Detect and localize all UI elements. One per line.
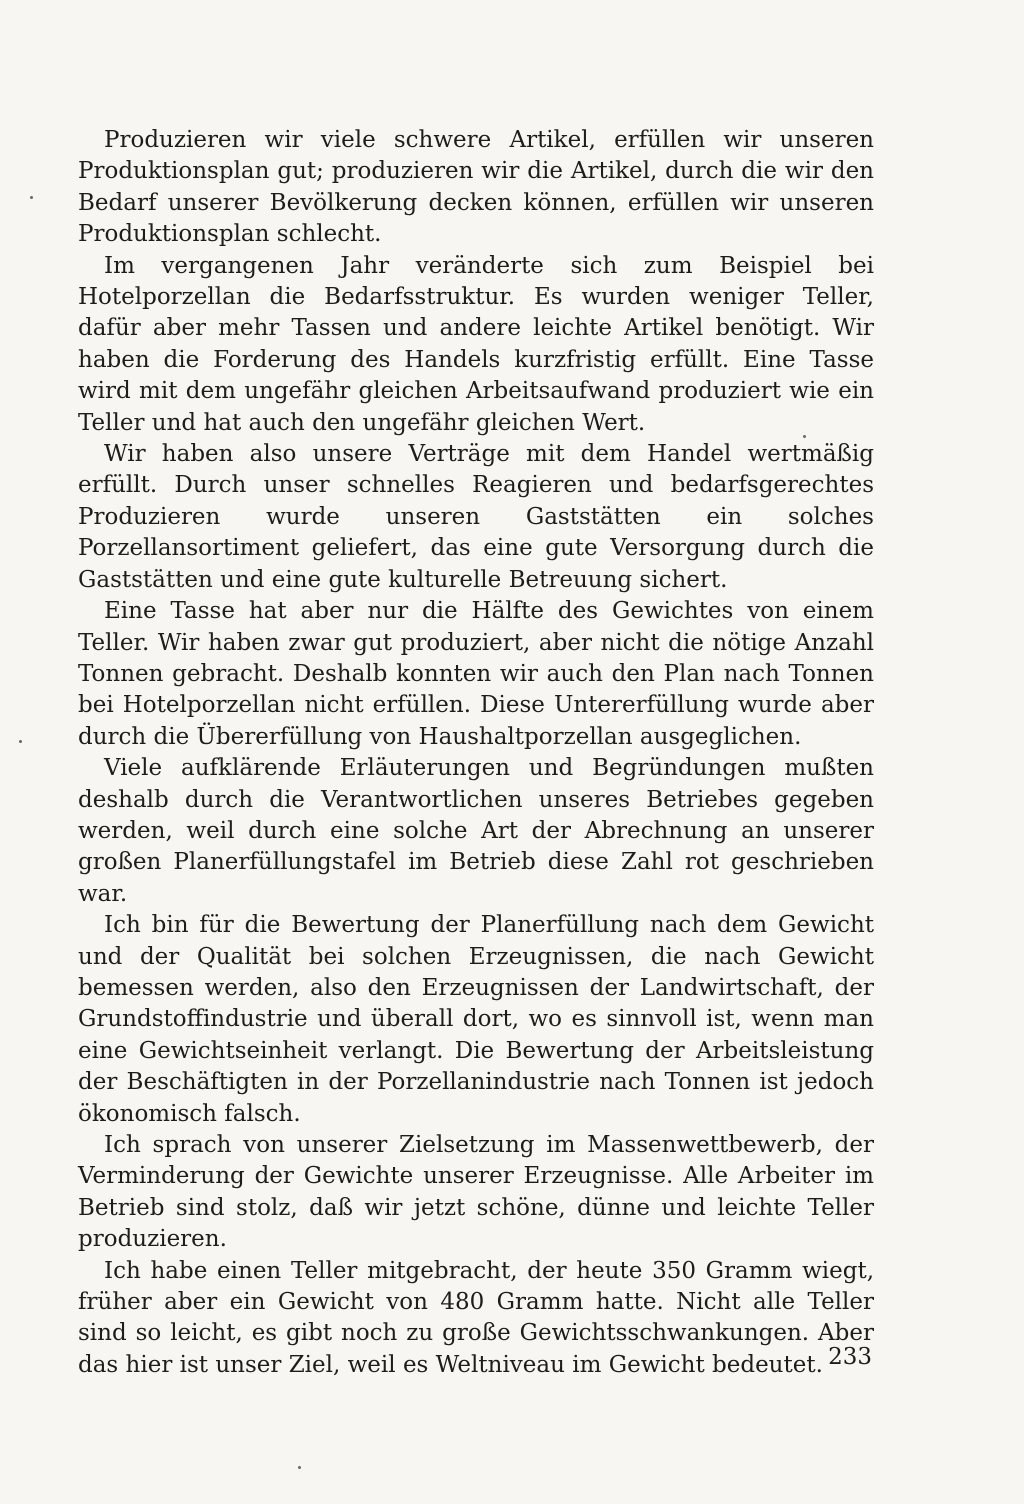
paragraph: Wir haben also unsere Verträge mit dem Handel wertmäßig erfüllt. Durch unser schnelles Reagieren und bedarfsgerechtes Produzieren wurde unseren Gaststätten ein solches Porzellansortiment geliefert, das eine gute Versorgung durch die Gaststätten und eine gute kulturelle Betreuung sichert. xyxy=(78,441,874,593)
paragraph: Viele aufklärende Erläuterungen und Begründungen mußten deshalb durch die Verantwortlichen unseres Betriebes gegeben werden, weil durch eine solche Art der Abrechnung an unserer großen Planerfüllungstafel im Betrieb diese Zahl rot geschrieben war. xyxy=(78,755,874,907)
paragraph: Ich sprach von unserer Zielsetzung im Massenwettbewerb, der Verminderung der Gewichte unserer Erzeugnisse. Alle Arbeiter im Betrieb sind stolz, daß wir jetzt schöne, dünne und leichte Teller produzieren. xyxy=(78,1132,874,1253)
paragraph: Ich habe einen Teller mitgebracht, der heute 350 Gramm wiegt, früher aber ein Gewicht von 480 Gramm hatte. Nicht alle Teller sind so leicht, es gibt noch zu große Gewichtsschwankungen. Aber das hier ist unser Ziel, weil es Weltniveau im Gewicht bedeutet. xyxy=(78,1257,874,1378)
page-number: 233 xyxy=(828,1344,872,1370)
paragraph: Ich bin für die Bewertung der Planerfüllung nach dem Gewicht und der Qualität bei solchen Erzeugnissen, die nach Gewicht bemessen werden, also den Erzeugnissen der Landwirtschaft, der Grundstoffindustrie und überall dort, wo es sinnvoll ist, wenn man eine Gewichtseinheit verlangt. Die Bewertung der Arbeitsleistung der Beschäftigten in der Porzellanindustrie nach Tonnen ist jedoch ökonomisch falsch. xyxy=(78,912,874,1127)
paragraph: Im vergangenen Jahr veränderte sich zum Beispiel bei Hotelporzellan die Bedarfsstruktur. Es wurden weniger Teller, dafür aber mehr Tassen und andere leichte Artikel benötigt. Wir haben die Forderung des Handels kurzfristig erfüllt. Eine Tasse wird mit dem ungefähr gleichen Arbeitsaufwand produziert wie ein Teller und hat auch den ungefähr gleichen Wert. xyxy=(78,252,874,436)
paragraph: Produzieren wir viele schwere Artikel, erfüllen wir unseren Produktionsplan gut; produzieren wir die Artikel, durch die wir den Bedarf unserer Bevölkerung decken können, erfüllen wir unseren Produktionsplan schlecht. xyxy=(78,127,874,248)
body-text xyxy=(78,125,874,1381)
print-speck xyxy=(19,740,22,743)
print-speck xyxy=(30,196,33,199)
paragraph: Eine Tasse hat aber nur die Hälfte des Gewichtes von einem Teller. Wir haben zwar gut produziert, aber nicht die nötige Anzahl Tonnen gebracht. Deshalb konnten wir auch den Plan nach Tonnen bei Hotelporzellan nicht erfüllen. Diese Untererfüllung wurde aber durch die Übererfüllung von Haushaltporzellan ausgeglichen. xyxy=(78,598,874,750)
print-speck xyxy=(298,1466,301,1469)
